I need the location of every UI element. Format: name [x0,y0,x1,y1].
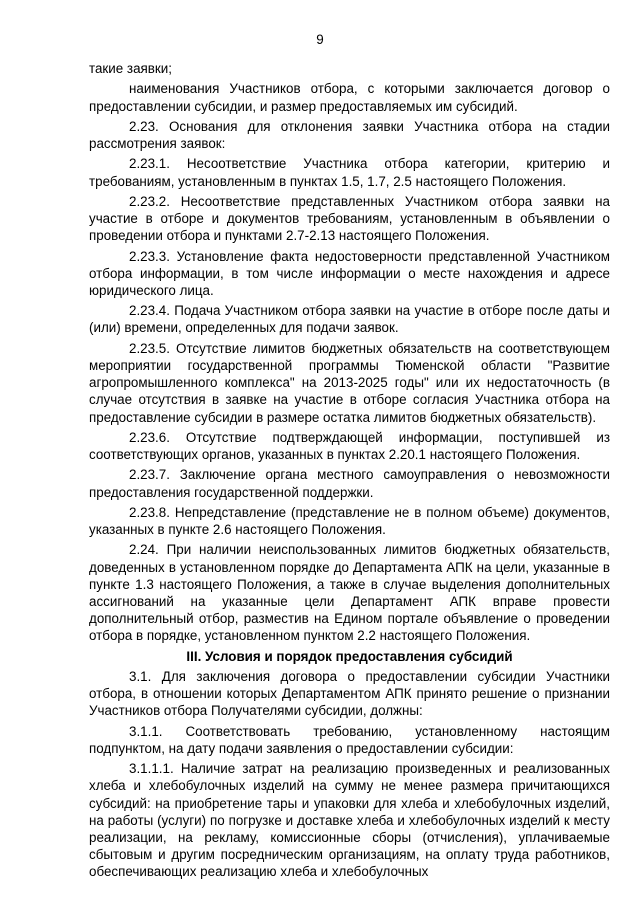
paragraph: 2.23.3. Установление факта недостоверности представленной Участником отбора информации, в том числе информации о месте нахождения и адресе юридического лица. [89,248,610,298]
paragraph: такие заявки; [89,61,172,76]
paragraph: 2.23. Основания для отклонения заявки Участника отбора на стадии рассмотрения заявок: [89,118,610,151]
section-heading: III. Условия и порядок предоставления субсидий [186,648,513,664]
document-body [89,60,610,881]
paragraph: 2.23.5. Отсутствие лимитов бюджетных обязательств на соответствующем мероприятии государственной программы Тюменской области "Развитие агропромышленного комплекса" на 2013-2025 годы" или их недостаточность (в случае отсутствия в заявке на участие в отборе согласия Участника отбора на предоставление субсидии в размере остатка лимитов бюджетных обязательств). [89,340,610,425]
paragraph: 3.1. Для заключения договора о предоставлении субсидии Участники отбора, в отношении которых Департаментом АПК принято решение о признании Участников отбора Получателями субсидии, должны: [89,668,610,719]
paragraph: 2.23.8. Непредставление (представление не в полном объеме) документов, указанных в пункте 2.6 настоящего Положения. [89,504,610,538]
paragraph: 2.23.6. Отсутствие подтверждающей информации, поступившей из соответствующих органов, указанных в пунктах 2.20.1 настоящего Положения. [89,429,610,463]
paragraph: 2.24. При наличии неиспользованных лимитов бюджетных обязательств, доведенных в установленном порядке до Департамента АПК на цели, указанные в пункте 1.3 настоящего Положения, а также в случае выделения дополнительных ассигнований на указанные цели Департамент АПК вправе провести дополнительный отбор, разместив на Едином портале объявление о проведении отбора в порядке, установленном пунктом 2.2 настоящего Положения. [89,542,610,644]
page-number: 9 [316,32,324,47]
paragraph: 2.23.4. Подача Участником отбора заявки на участие в отборе после даты и (или) времени, определенных для подачи заявок. [89,303,610,336]
paragraph: наименования Участников отбора, с которыми заключается договор о предоставлении субсидии, и размер предоставляемых им субсидий. [89,81,610,114]
paragraph: 2.23.2. Несоответствие представленных Участником отбора заявки на участие в отборе и документов требованиям, установленным в объявлении о проведении отбора и пунктами 2.7-2.13 настоящего Положения. [89,193,610,244]
paragraph: 2.23.7. Заключение органа местного самоуправления о невозможности предоставления государственной поддержки. [89,467,610,500]
paragraph: 2.23.1. Несоответствие Участника отбора категории, критерию и требованиям, установленным в пунктах 1.5, 1.7, 2.5 настоящего Положения. [89,156,610,189]
paragraph: 3.1.1.1. Наличие затрат на реализацию произведенных и реализованных хлеба и хлебобулочных изделий на сумму не менее размера причитающихся субсидий: на приобретение тары и упаковки для хлеба и хлебобулочных изделий, на работы (услуги) по погрузке и доставке хлеба и хлебобулочных изделий к месту реализации, на рекламу, комиссионные сборы (отчисления), уплачиваемые сбытовым и другим посредническим организациям, на оплату труда работников, обеспечивающих реализацию хлеба и хлебобулочных [89,761,610,880]
paragraph: 3.1.1. Соответствовать требованию, установленному настоящим подпунктом, на дату подачи заявления о предоставлении субсидии: [89,723,610,756]
